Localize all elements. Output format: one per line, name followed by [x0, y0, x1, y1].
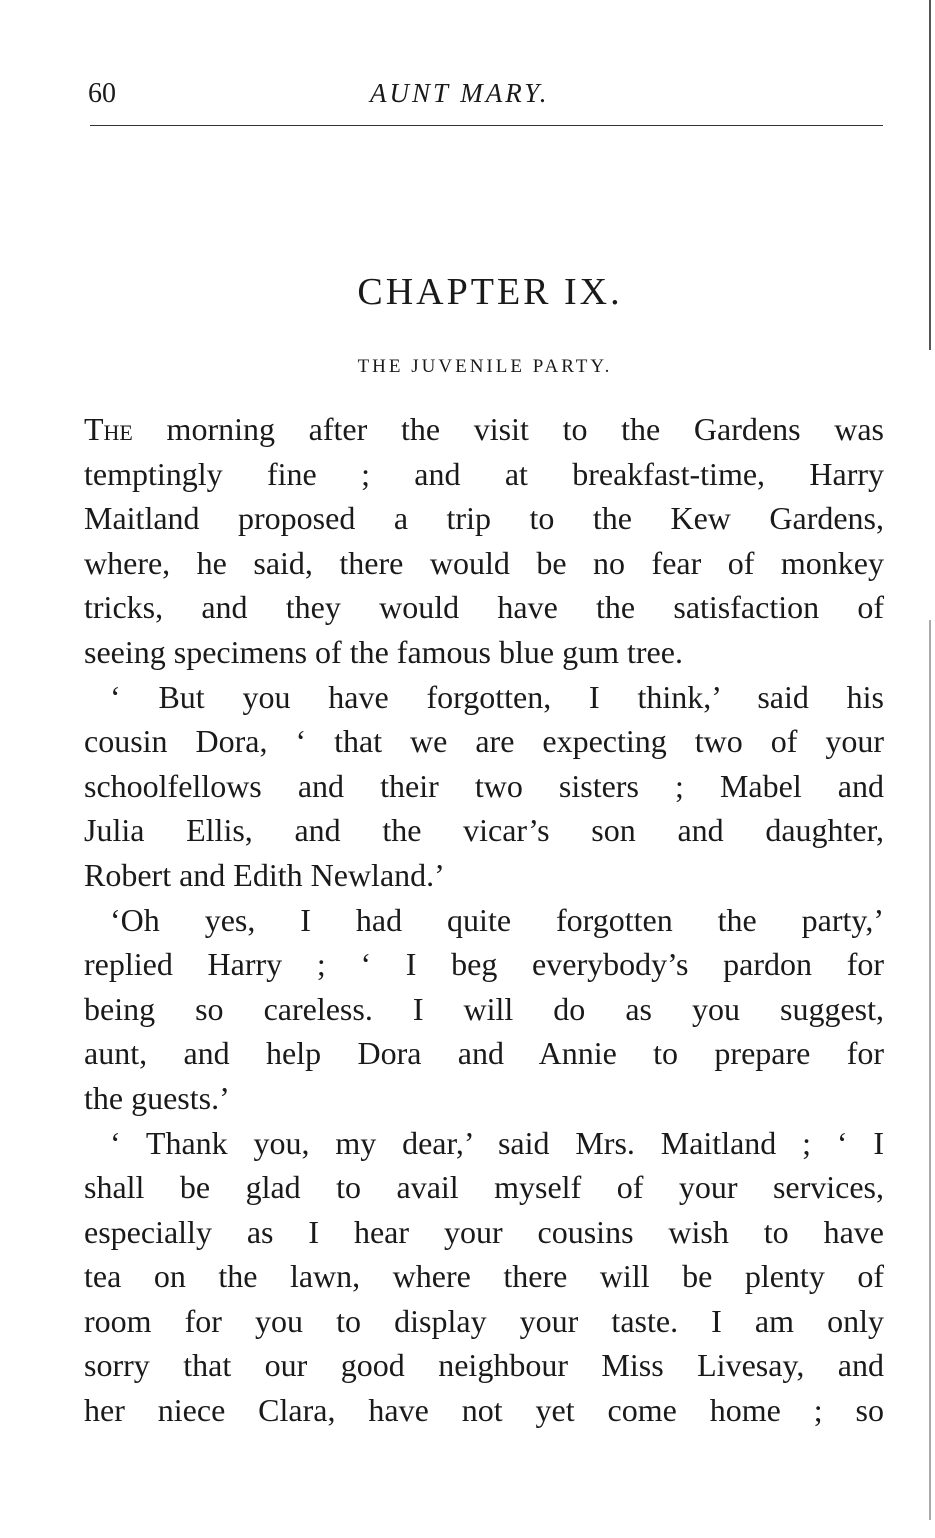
text-line: sorry that our good neighbour Miss Livesay, and: [84, 1347, 884, 1384]
page-edge-shadow: [929, 0, 931, 350]
text-line: seeing specimens of the famous blue gum tree.: [84, 633, 683, 670]
text-line: ‘Oh yes, I had quite forgotten the party,’: [110, 901, 884, 938]
text-line: shall be glad to avail myself of your services,: [84, 1169, 884, 1206]
page-edge-shadow: [929, 620, 931, 1520]
text-line: ‘ But you have forgotten, I think,’ said his: [110, 678, 884, 715]
text-line: replied Harry ; ‘ I beg everybody’s pardon for: [84, 946, 884, 983]
text-line: tea on the lawn, where there will be plenty of: [84, 1258, 884, 1295]
text-line: especially as I hear your cousins wish to have: [84, 1213, 884, 1250]
text-line: room for you to display your taste. I am only: [84, 1302, 884, 1339]
body-text: [84, 407, 884, 1433]
text-line: being so careless. I will do as you suggest,: [84, 990, 884, 1027]
text-line-content: morning after the visit to the Gardens was: [132, 411, 884, 447]
text-line: aunt, and help Dora and Annie to prepare for: [84, 1035, 884, 1072]
text-line: where, he said, there would be no fear of monkey: [84, 544, 884, 581]
text-line: her niece Clara, have not yet come home ; so: [84, 1392, 884, 1429]
text-line: temptingly fine ; and at breakfast-time, Harry: [84, 455, 884, 492]
text-line: the guests.’: [84, 1079, 230, 1116]
chapter-subtitle: THE JUVENILE PARTY.: [357, 356, 613, 377]
page-number: 60: [88, 78, 116, 109]
header-rule: [90, 125, 883, 126]
running-title: AUNT MARY.: [370, 78, 550, 108]
text-line: schoolfellows and their two sisters ; Mabel and: [84, 767, 884, 804]
opening-word: The: [84, 411, 133, 447]
running-head: [88, 78, 883, 118]
text-line: Maitland proposed a trip to the Kew Gardens,: [84, 500, 884, 537]
text-line: cousin Dora, ‘ that we are expecting two of your: [84, 723, 884, 760]
text-line: Julia Ellis, and the vicar’s son and daughter,: [84, 812, 884, 849]
text-line: Robert and Edith Newland.’: [84, 856, 445, 893]
text-line: [84, 407, 884, 452]
text-line: tricks, and they would have the satisfaction of: [84, 589, 884, 626]
text-line: ‘ Thank you, my dear,’ said Mrs. Maitland ; ‘ I: [110, 1124, 884, 1161]
chapter-title: CHAPTER IX.: [357, 271, 623, 313]
